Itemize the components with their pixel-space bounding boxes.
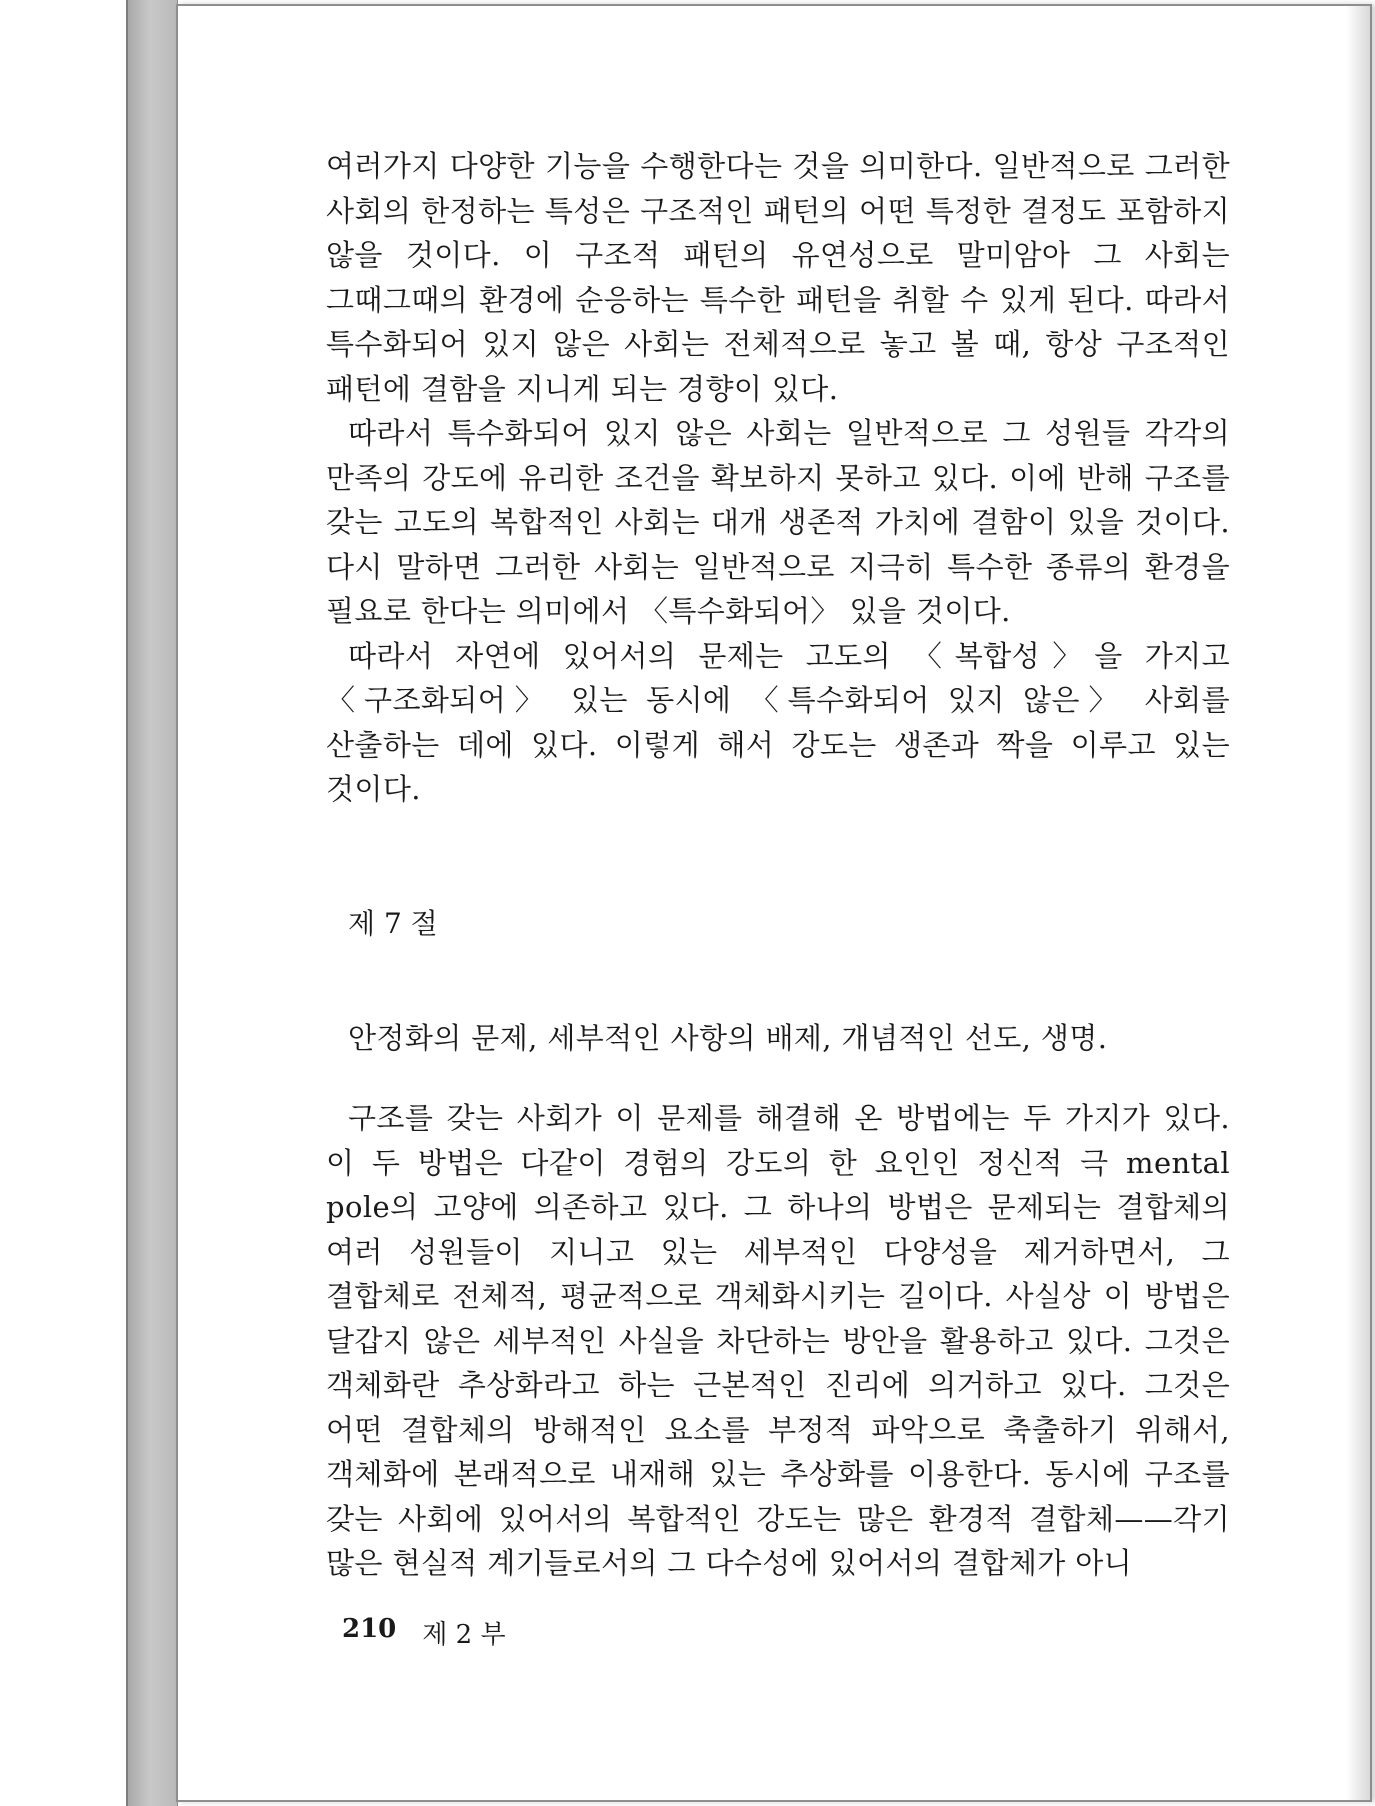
book-page [176, 4, 1372, 1802]
paragraph-3: 따라서 자연에 있어서의 문제는 고도의 〈복합성〉을 가지고 〈구조화되어〉 있는 동시에 〈특수화되어 있지 않은〉 사회를 산출하는 데에 있다. 이렇게 해서 강도는 생존과 짝을 이루고 있는 것이다. [326, 638, 1230, 806]
paragraph-4: 구조를 갖는 사회가 이 문제를 해결해 온 방법에는 두 가지가 있다. 이 두 방법은 다같이 경험의 강도의 한 요인인 정신적 극 mental pole의 고양에 의존하고 있다. 그 하나의 방법은 문제되는 결합체의 여러 성원들이 지니고 있는 세부적인 다양성을 제거하면서, 그 결합체로 전체적, 평균적으로 객체화시키는 길이다. 사실상 이 방법은 달갑지 않은 세부적인 사실을 차단하는 방안을 활용하고 있다. 그것은 객체화란 추상화라고 하는 근본적인 진리에 의거하고 있다. 그것은 어떤 결합체의 방해적인 요소를 부정적 파악으로 축출하기 위해서, 객체화에 본래적으로 내재해 있는 추상화를 이용한다. 동시에 구조를 갖는 사회에 있어서의 복합적인 강도는 많은 환경적 결합체——각기 많은 현실적 계기들로서의 그 다수성에 있어서의 결합체가 아니 [326, 1101, 1230, 1580]
section-title: 안정화의 문제, 세부적인 사항의 배제, 개념적인 선도, 생명. [348, 1021, 1108, 1055]
paragraph-2: 따라서 특수화되어 있지 않은 사회는 일반적으로 그 성원들 각각의 만족의 강도에 유리한 조건을 확보하지 못하고 있다. 이에 반해 구조를 갖는 고도의 복합적인 사회는 대개 생존적 가치에 결함이 있을 것이다. 다시 말하면 그러한 사회는 일반적으로 지극히 특수한 종류의 환경을 필요로 한다는 의미에서 〈특수화되어〉 있을 것이다. [326, 416, 1230, 628]
book-spine [126, 0, 178, 1806]
paragraph-1: 여러가지 다양한 기능을 수행한다는 것을 의미한다. 일반적으로 그러한 사회의 한정하는 특성은 구조적인 패턴의 어떤 특정한 결정도 포함하지 않을 것이다. 이 구조적 패턴의 유연성으로 말미암아 그 사회는 그때그때의 환경에 순응하는 특수한 패턴을 취할 수 있게 된다. 따라서 특수화되어 있지 않은 사회는 전체적으로 놓고 볼 때, 항상 구조적인 패턴에 결함을 지니게 되는 경향이 있다. [326, 149, 1230, 406]
section-number: 제 7 절 [348, 907, 438, 940]
text-block-lower [326, 1096, 1230, 1586]
page-number: 210 [342, 1614, 397, 1644]
part-label: 제 2 부 [422, 1620, 506, 1650]
text-block-upper [326, 144, 1230, 812]
page-footer [342, 1614, 506, 1651]
page-edge-shading [1346, 6, 1370, 1800]
